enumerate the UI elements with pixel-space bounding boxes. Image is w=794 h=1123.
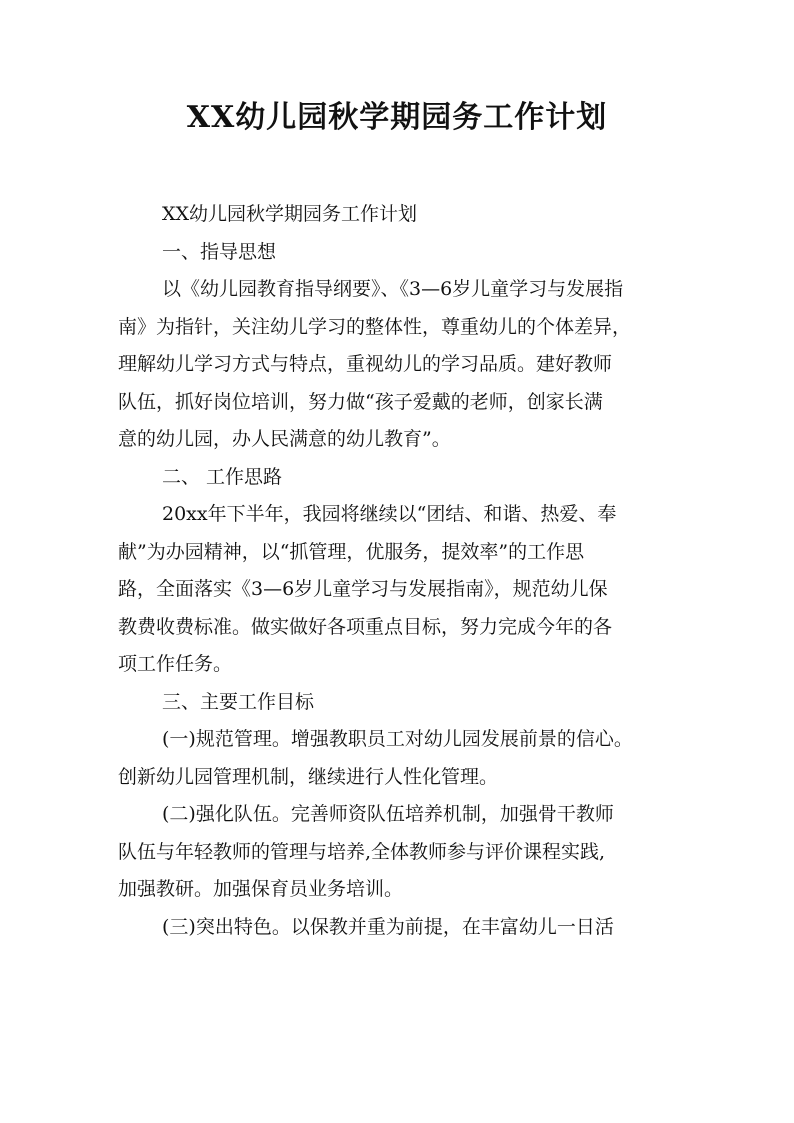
text-line: 教费收费标准。做实做好各项重点目标，努力完成今年的各	[118, 615, 613, 638]
text-line: 意的幼儿园，办人民满意的幼儿教育”。	[118, 428, 451, 450]
text-line: XX幼儿园秋学期园务工作计划	[162, 203, 418, 225]
text-line: 加强教研。加强保育员业务培训。	[118, 878, 404, 900]
text-line: 20xx年下半年，我园将继续以“团结、和谐、热爱、奉	[162, 503, 617, 525]
text-line: 三、主要工作目标	[162, 690, 315, 713]
text-line: 创新幼儿园管理机制，继续进行人性化管理。	[118, 765, 499, 788]
text-line: 南》为指针，关注幼儿学习的整体性，尊重幼儿的个体差异，	[118, 315, 632, 338]
text-line: 理解幼儿学习方式与特点，重视幼儿的学习品质。建好教师	[118, 353, 613, 375]
text-line: (三)突出特色。以保教并重为前提，在丰富幼儿一日活	[162, 915, 614, 938]
text-line: 二、 工作思路	[162, 465, 283, 488]
document-title: XX幼儿园秋学期园务工作计划	[186, 100, 608, 135]
text-line: 一、指导思想	[162, 240, 277, 263]
document-body	[118, 196, 688, 946]
text-line: 路，全面落实《3—6岁儿童学习与发展指南》，规范幼儿保	[118, 578, 608, 600]
text-line: (一)规范管理。增强教职员工对幼儿园发展前景的信心。	[162, 728, 633, 750]
text-line: 队伍，抓好岗位培训，努力做“孩子爱戴的老师，创家长满	[118, 390, 603, 413]
text-line: 项工作任务。	[118, 653, 233, 675]
text-line: 献”为办园精神，以“抓管理，优服务，提效率”的工作思	[118, 540, 585, 563]
text-line: 以《幼儿园教育指导纲要》、《3—6岁儿童学习与发展指	[162, 278, 624, 300]
text-line: (二)强化队伍。完善师资队伍培养机制，加强骨干教师	[162, 803, 614, 825]
text-line: 队伍与年轻教师的管理与培养,全体教师参与评价课程实践,	[118, 840, 606, 863]
